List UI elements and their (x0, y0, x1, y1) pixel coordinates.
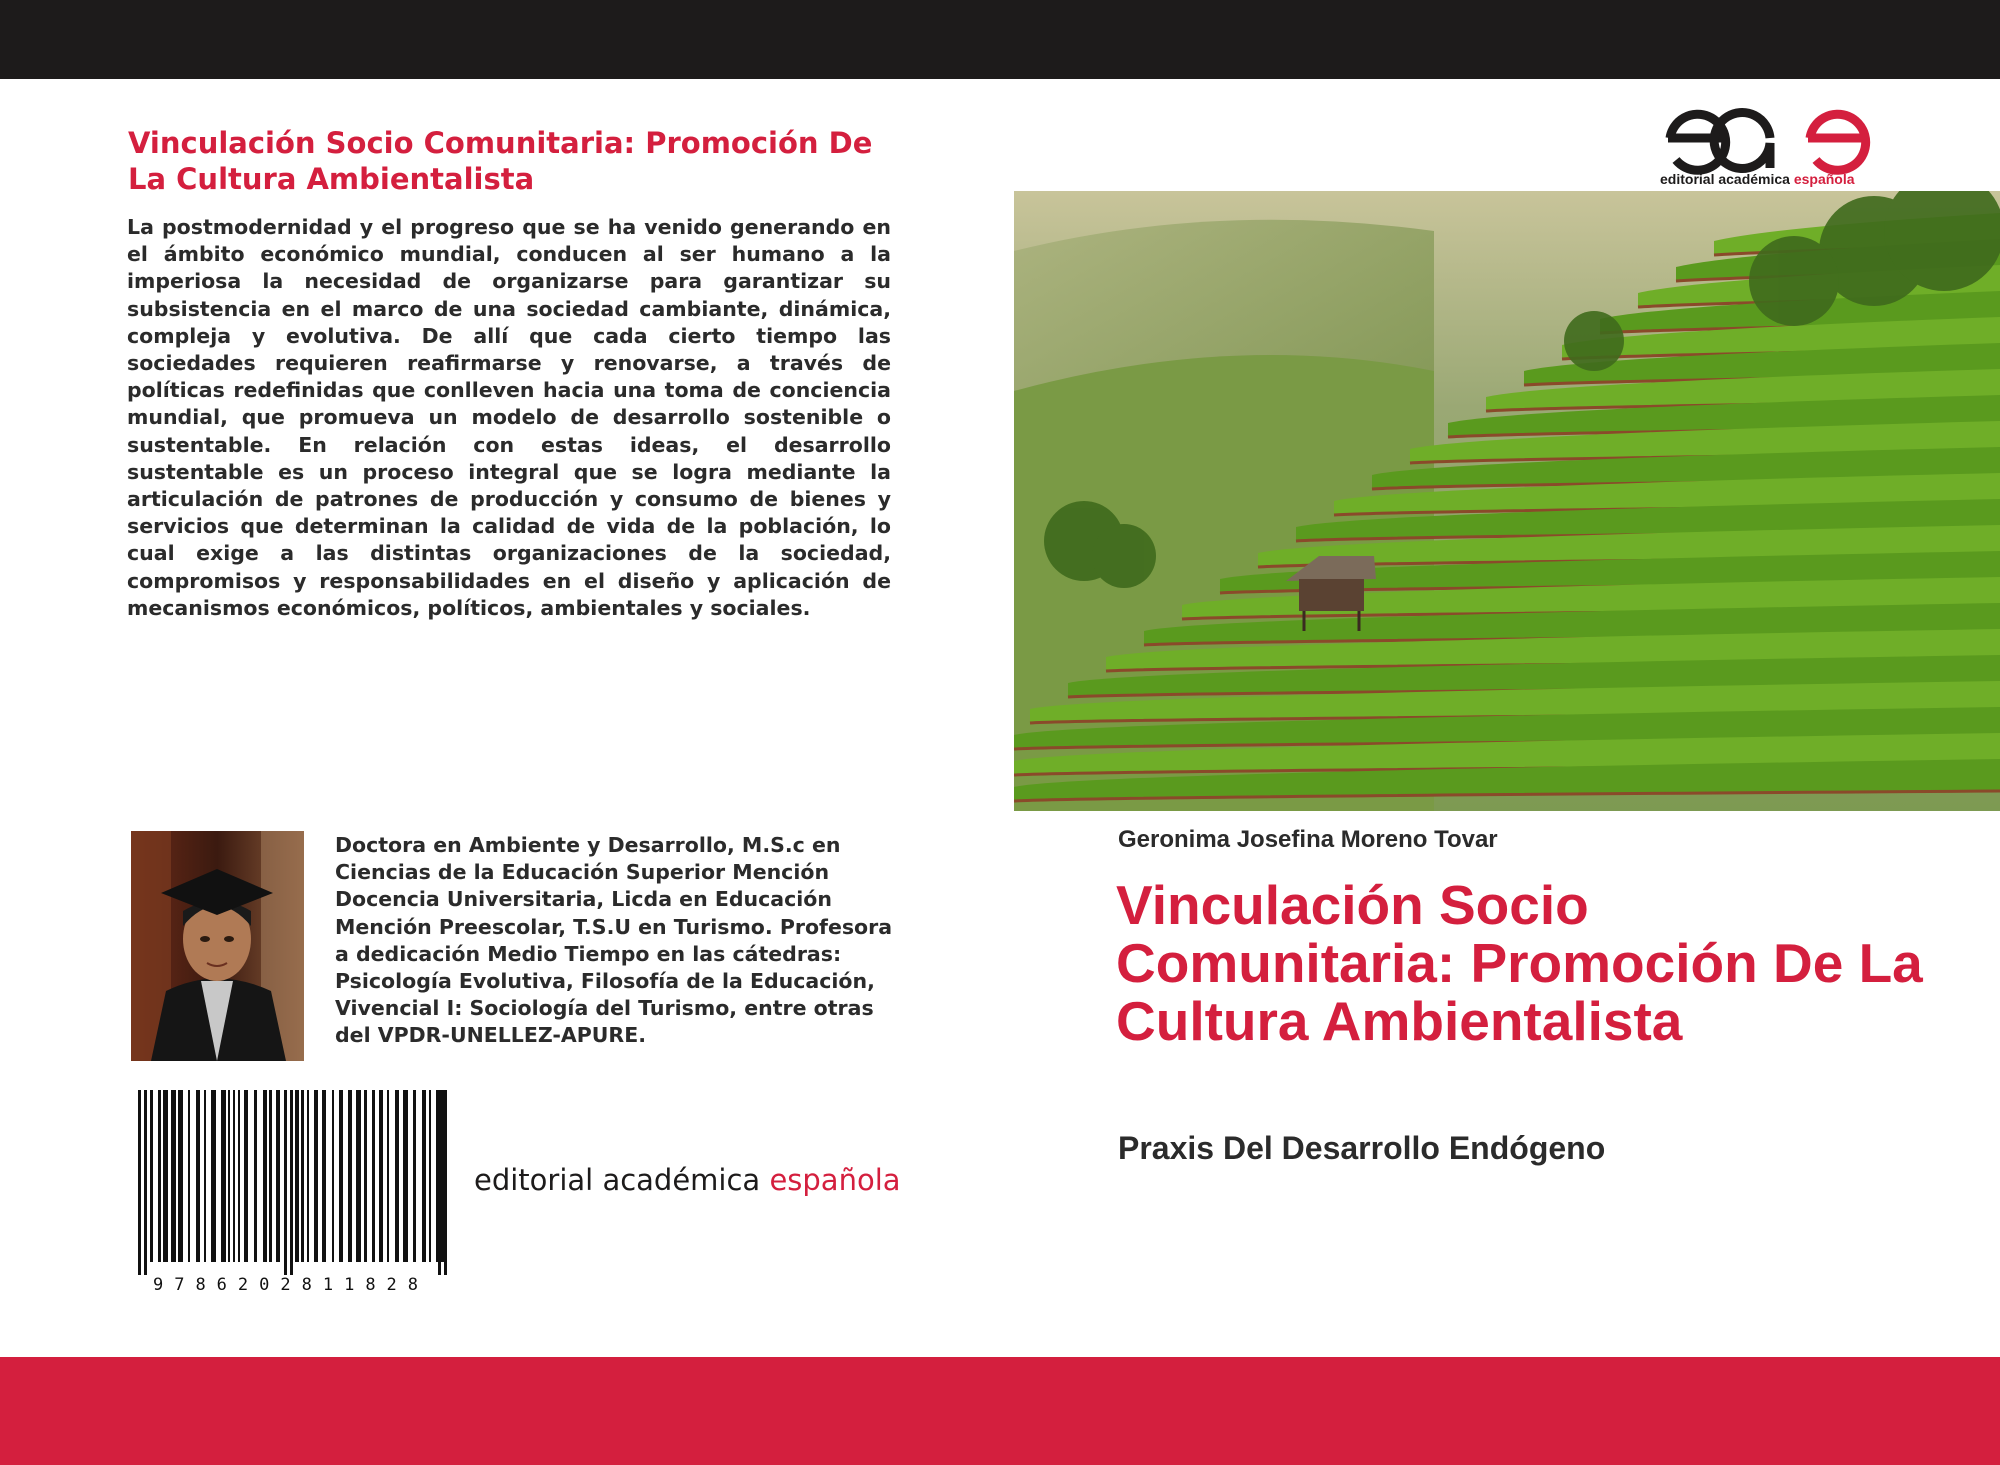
publisher-logo (1660, 98, 1882, 190)
terrace-landscape-image (1014, 191, 2000, 811)
rice-terraces-cover-image (1014, 191, 2000, 811)
back-cover-title: Vinculación Socio Comunitaria: Promoción De La Cultura Ambientalista (128, 126, 873, 196)
barcode-bar (233, 1090, 235, 1262)
barcode-bar (196, 1090, 200, 1262)
back-cover-blurb: La postmodernidad y el progreso que se ha venido generando en el ámbito económico mundial, conducen al ser humano a la imperiosa la necesidad de organizarse para garantizar su subsistencia en el marco de una sociedad cambiante, dinámica, compleja y evolutiva. De allí que cada cierto tiempo las sociedades requieren reafirmarse y renovarse, a través de políticas redefinidas que conlleven hacia una toma de conciencia mundial, que promueva un modelo de desarrollo sostenible o sustentable. En relación con estas ideas, el desarrollo sustentable es un proceso integral que se logra mediante la articulación de patrones de producción y consumo de bienes y servicios que determinan la calidad de vida de la población, lo cual exige a las distintas organizaciones de la sociedad, compromisos y responsabilidades en el diseño y aplicación de mecanismos económicos, políticos, ambientales y sociales. (127, 215, 891, 620)
barcode-bar (348, 1090, 352, 1262)
publisher-name-accent: española (769, 1163, 901, 1197)
barcode-bar (307, 1090, 309, 1262)
barcode-bar (150, 1090, 153, 1262)
barcode-bar (372, 1090, 375, 1262)
eae-logo-icon (1660, 98, 1882, 190)
barcode-guard-bar (290, 1090, 293, 1275)
barcode-bar (332, 1090, 334, 1262)
barcode-guard-bar (284, 1090, 287, 1275)
top-dark-band (0, 0, 2000, 79)
bottom-red-band (0, 1357, 2000, 1465)
barcode-bar (263, 1090, 267, 1262)
barcode-bar (422, 1090, 426, 1262)
front-author-name: Geronima Josefina Moreno Tovar (1118, 826, 1498, 853)
logo-caption-plain: editorial académica (1660, 171, 1790, 187)
barcode-bar (204, 1090, 206, 1262)
barcode-bar (403, 1090, 408, 1262)
barcode-bar (295, 1090, 299, 1262)
barcode-bar (364, 1090, 367, 1262)
barcode-bar (158, 1090, 161, 1262)
barcode-bar (211, 1090, 216, 1262)
isbn-digits: 9786202811828 (152, 1275, 430, 1295)
barcode-bar (339, 1090, 343, 1262)
barcode-bar (436, 1090, 438, 1262)
barcode-bar (413, 1090, 416, 1262)
barcode-bar (301, 1090, 304, 1262)
barcode-bar (254, 1090, 257, 1262)
logo-caption-accent: española (1793, 171, 1855, 187)
barcode-bar (429, 1090, 431, 1262)
front-cover-title: Vinculación Socio Comunitaria: Promoción De La Cultura Ambientalista (1116, 874, 1923, 1052)
front-cover-subtitle: Praxis Del Desarrollo Endógeno (1118, 1130, 1606, 1166)
barcode-bar (276, 1090, 280, 1262)
author-photo (131, 831, 304, 1061)
barcode-bar (387, 1090, 389, 1262)
barcode-bar (238, 1090, 240, 1262)
barcode-bar (441, 1090, 444, 1262)
author-bio: Doctora en Ambiente y Desarrollo, M.S.c en Ciencias de la Educación Superior Mención Docencia Universitaria, Licda en Educación Mención Preescolar, T.S.U en Turismo. Profesora a dedicación Medio Tiempo en las cátedras: Psicología Evolutiva, Filosofía de la Educación, Vivencial I: Sociología del Turismo, entre otras del VPDR-UNELLEZ-APURE. (335, 833, 893, 1048)
barcode-bar (163, 1090, 168, 1262)
barcode-bar (221, 1090, 226, 1262)
barcode-bar (322, 1090, 326, 1262)
isbn-barcode (126, 1090, 456, 1295)
barcode-bar (188, 1090, 190, 1262)
barcode-guard-bar (444, 1090, 447, 1275)
barcode-graphic (126, 1090, 456, 1295)
barcode-guard-bar (438, 1090, 441, 1275)
barcode-bar (244, 1090, 248, 1262)
back-publisher-name (474, 1163, 901, 1197)
barcode-guard-bar (138, 1090, 141, 1275)
barcode-bar (395, 1090, 399, 1262)
barcode-bar (228, 1090, 230, 1262)
barcode-bar (356, 1090, 361, 1262)
publisher-name-plain: editorial académica (474, 1163, 761, 1197)
barcode-bar (171, 1090, 176, 1262)
svg-text:editorial académica espa (1660, 171, 1855, 187)
barcode-bar (314, 1090, 318, 1262)
barcode-bar (379, 1090, 383, 1262)
barcode-bar (269, 1090, 272, 1262)
author-portrait-image (131, 831, 304, 1061)
barcode-bar (178, 1090, 183, 1262)
barcode-guard-bar (144, 1090, 147, 1275)
